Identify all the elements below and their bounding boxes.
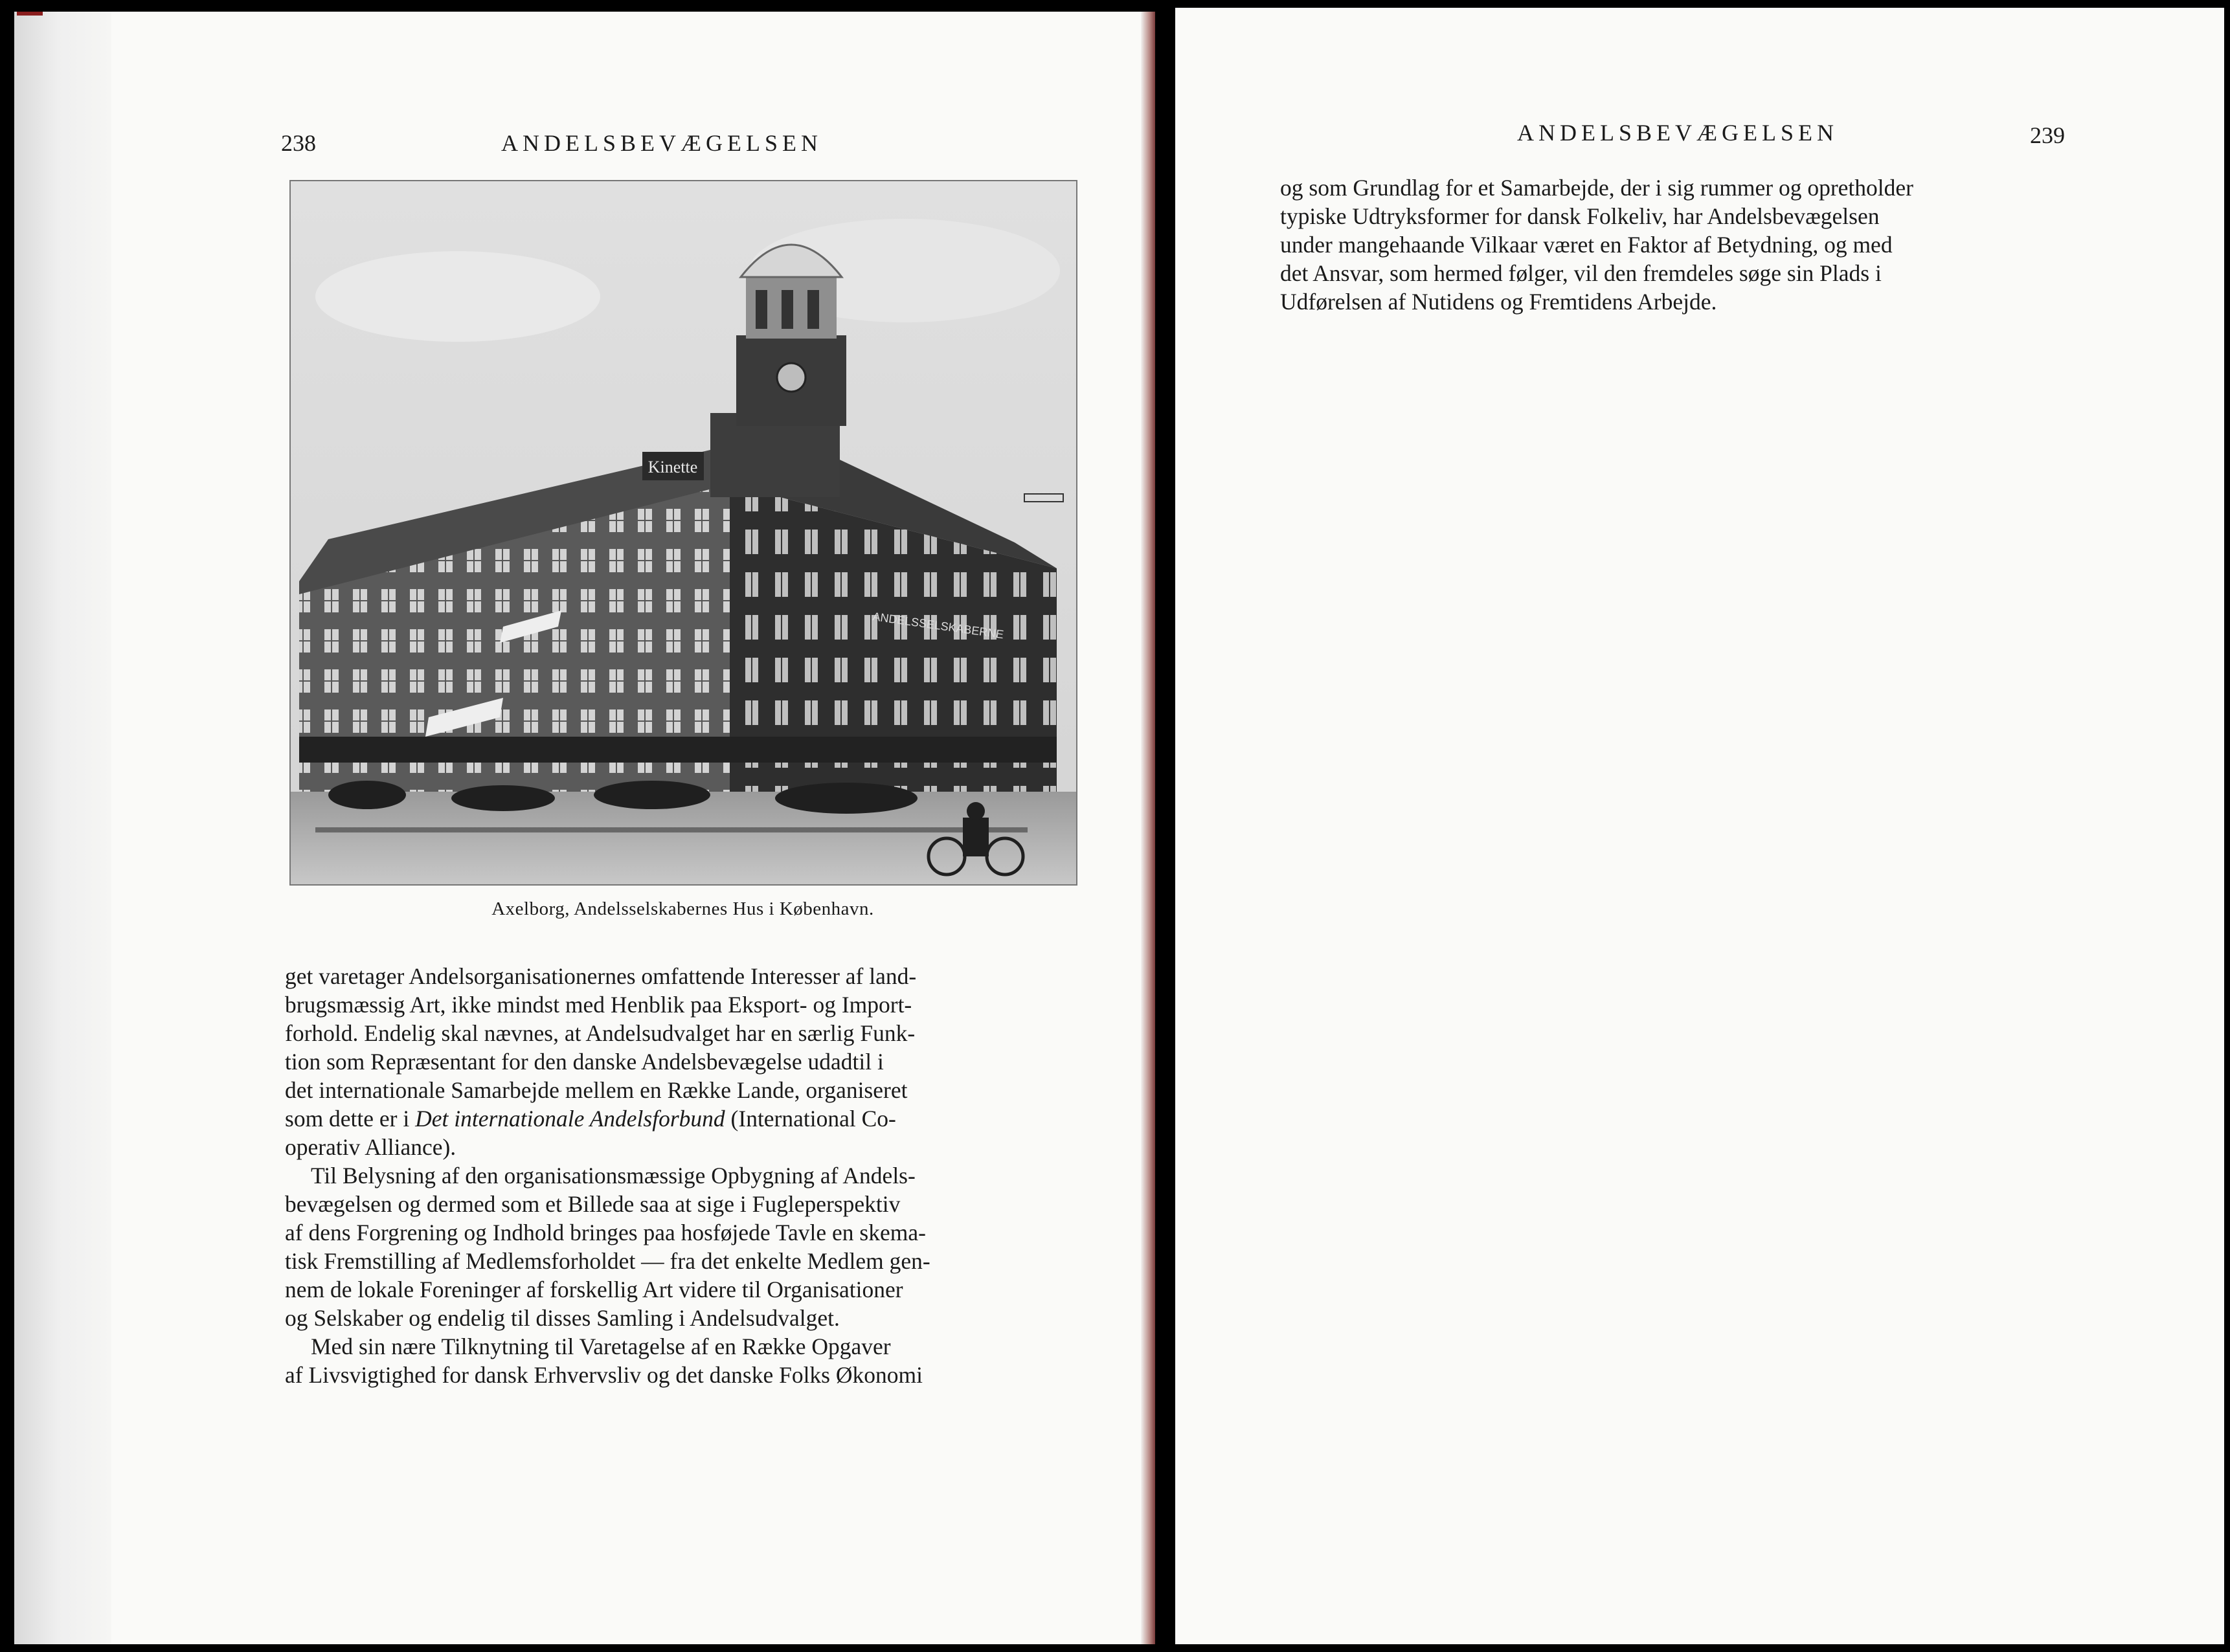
paragraph-3 xyxy=(285,1332,1093,1389)
text-line: operativ Alliance). xyxy=(285,1134,456,1160)
text-line: Med sin nære Tilknytning til Varetagelse af en Række Opgaver xyxy=(311,1334,891,1359)
text-run: som dette er i xyxy=(285,1106,416,1132)
text-line: det Ansvar, som hermed følger, vil den fremdeles søge sin Plads i xyxy=(1280,260,1882,286)
left-body-text xyxy=(285,962,1093,1389)
text-run: (International Co- xyxy=(725,1106,896,1132)
book-gutter xyxy=(1141,12,1155,1644)
right-body-text xyxy=(1280,173,2122,316)
text-line: det internationale Samarbejde mellem en Række Lande, organiseret xyxy=(285,1077,908,1103)
text-line: af dens Forgrening og Indhold bringes paa hosføjede Tavle en skema- xyxy=(285,1220,926,1245)
text-line: tisk Fremstilling af Medlemsforholdet — fra det enkelte Medlem gen- xyxy=(285,1248,930,1274)
left-page xyxy=(14,12,1155,1644)
text-line: bevægelsen og dermed som et Billede saa at sige i Fugleperspektiv xyxy=(285,1191,901,1217)
text-line-with-italic xyxy=(285,1104,1093,1133)
facade-sign-text: ANDELSSELSKABERNE xyxy=(872,610,1005,642)
page-edge-stack xyxy=(14,12,111,1644)
building-photo xyxy=(289,180,1077,886)
rooftop-sign-text: Kinette xyxy=(648,458,698,476)
text-line: Udførelsen af Nutidens og Fremtidens Arbejde. xyxy=(1280,289,1717,315)
running-head-right: ANDELSBEVÆGELSEN xyxy=(1517,120,1838,146)
binding-mark xyxy=(17,12,43,16)
right-page xyxy=(1175,8,2224,1644)
paragraph-continued xyxy=(1280,173,2122,316)
text-line: af Livsvigtighed for dansk Erhvervsliv og det danske Folks Økonomi xyxy=(285,1362,923,1388)
text-line: brugsmæssig Art, ikke mindst med Henblik paa Eksport- og Import- xyxy=(285,992,912,1018)
text-line: og Selskaber og endelig til disses Samling i Andelsudvalget. xyxy=(285,1305,840,1331)
text-line: typiske Udtryksformer for dansk Folkeliv, har Andelsbevægelsen xyxy=(1280,203,1880,229)
running-head-left: ANDELSBEVÆGELSEN xyxy=(501,130,822,156)
text-line: get varetager Andelsorganisationernes omfattende Interesser af land- xyxy=(285,963,917,989)
text-line: nem de lokale Foreninger af forskellig Art videre til Organisationer xyxy=(285,1277,903,1302)
paragraph-1 xyxy=(285,962,1093,1161)
page-number-right: 239 xyxy=(2030,122,2065,148)
text-line: tion som Repræsentant for den danske Andelsbevægelse udadtil i xyxy=(285,1049,884,1075)
text-line: Til Belysning af den organisationsmæssige Opbygning af Andels- xyxy=(311,1163,916,1189)
text-line: forhold. Endelig skal nævnes, at Andelsudvalget har en særlig Funk- xyxy=(285,1020,916,1046)
italic-title: Det internationale Andelsforbund xyxy=(415,1106,725,1132)
page-number-left: 238 xyxy=(281,130,316,156)
text-line: under mangehaande Vilkaar været en Faktor af Betydning, og med xyxy=(1280,232,1893,258)
text-line: og som Grundlag for et Samarbejde, der i sig rummer og opretholder xyxy=(1280,175,1913,201)
photo-caption: Axelborg, Andelsselskabernes Hus i København. xyxy=(491,899,874,919)
paragraph-2 xyxy=(285,1161,1093,1332)
